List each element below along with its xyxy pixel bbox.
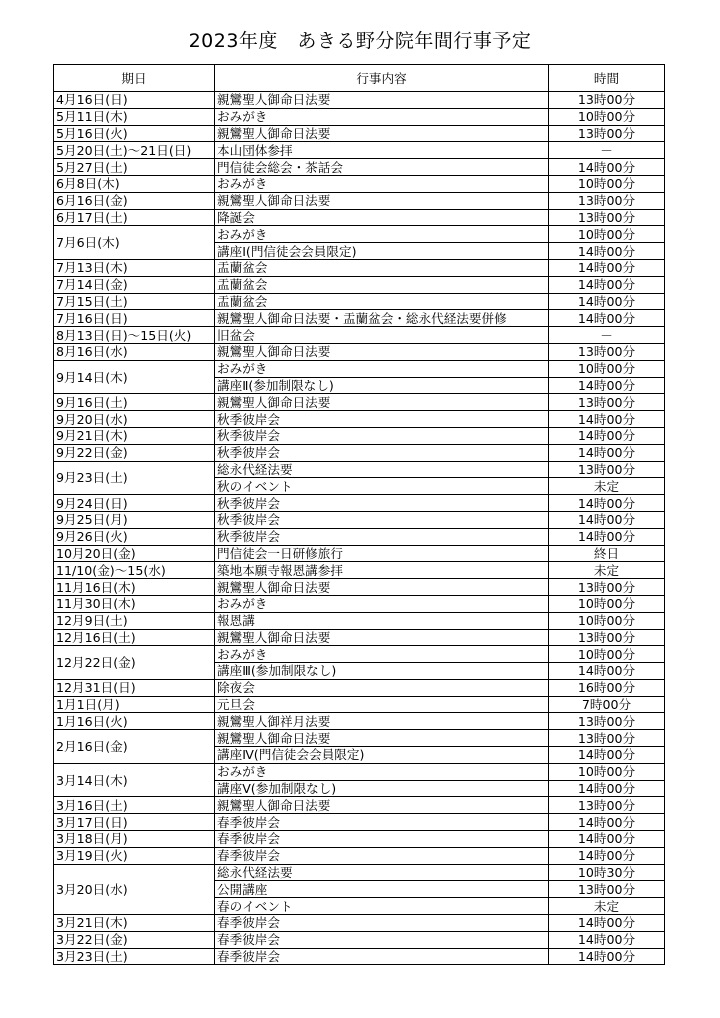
table-row (54, 276, 665, 293)
event-name-cell: 春季彼岸会 (215, 831, 549, 848)
event-date-cell: 3月22日(金) (54, 931, 215, 948)
table-row (54, 310, 665, 327)
event-name-cell: おみがき (215, 226, 549, 243)
event-date-cell: 3月14日(木) (54, 763, 215, 797)
schedule-body (54, 92, 665, 965)
event-name-cell: おみがき (215, 175, 549, 192)
event-name-cell: 公開講座 (215, 881, 549, 898)
event-date-cell: 9月23日(土) (54, 461, 215, 495)
event-time-cell: 10時00分 (549, 612, 665, 629)
table-row (54, 696, 665, 713)
event-name-cell: 降誕会 (215, 209, 549, 226)
event-name-cell: おみがき (215, 108, 549, 125)
event-time-cell: 14時00分 (549, 159, 665, 176)
event-time-cell: 13時00分 (549, 579, 665, 596)
event-time-cell: 14時00分 (549, 814, 665, 831)
event-name-cell: おみがき (215, 763, 549, 780)
event-time-cell: 13時00分 (549, 797, 665, 814)
table-row (54, 192, 665, 209)
event-time-cell: 14時00分 (549, 243, 665, 260)
event-name-cell: 盂蘭盆会 (215, 259, 549, 276)
event-date-cell: 9月26日(火) (54, 528, 215, 545)
table-row (54, 814, 665, 831)
event-time-cell: 14時00分 (549, 780, 665, 797)
table-row (54, 159, 665, 176)
event-time-cell: 14時00分 (549, 259, 665, 276)
event-time-cell: 10時00分 (549, 108, 665, 125)
event-time-cell: 13時00分 (549, 629, 665, 646)
table-row (54, 579, 665, 596)
event-name-cell: 講座Ⅳ(門信徒会会員限定) (215, 747, 549, 764)
event-time-cell: 10時00分 (549, 175, 665, 192)
event-time-cell: 10時00分 (549, 595, 665, 612)
event-name-cell: 親鸞聖人御命日法要 (215, 629, 549, 646)
event-name-cell: 親鸞聖人御命日法要 (215, 92, 549, 109)
event-name-cell: おみがき (215, 646, 549, 663)
event-name-cell: おみがき (215, 360, 549, 377)
event-date-cell: 6月8日(木) (54, 175, 215, 192)
event-name-cell: 秋季彼岸会 (215, 528, 549, 545)
event-time-cell: 13時00分 (549, 881, 665, 898)
event-date-cell: 9月14日(木) (54, 360, 215, 394)
table-row (54, 864, 665, 881)
event-date-cell: 8月16日(水) (54, 343, 215, 360)
table-row (54, 847, 665, 864)
event-name-cell: 親鸞聖人御命日法要 (215, 125, 549, 142)
event-name-cell: 秋季彼岸会 (215, 444, 549, 461)
event-time-cell: 14時00分 (549, 915, 665, 932)
event-date-cell: 11月16日(木) (54, 579, 215, 596)
event-time-cell: 14時00分 (549, 444, 665, 461)
table-row (54, 763, 665, 780)
table-row (54, 343, 665, 360)
page-title: 2023年度 あきる野分院年間行事予定 (188, 30, 532, 52)
event-time-cell: 14時00分 (549, 276, 665, 293)
event-name-cell: 春季彼岸会 (215, 948, 549, 965)
event-name-cell: 講座Ⅱ(参加制限なし) (215, 377, 549, 394)
event-date-cell: 3月19日(火) (54, 847, 215, 864)
event-time-cell: 終日 (549, 545, 665, 562)
schedule-table (53, 64, 665, 965)
event-name-cell: 秋のイベント (215, 478, 549, 495)
event-name-cell: 報恩講 (215, 612, 549, 629)
table-row (54, 394, 665, 411)
table-row (54, 108, 665, 125)
event-time-cell: 13時00分 (549, 125, 665, 142)
event-name-cell: 親鸞聖人御祥月法要 (215, 713, 549, 730)
event-time-cell: 未定 (549, 898, 665, 915)
event-name-cell: 秋季彼岸会 (215, 411, 549, 428)
table-row (54, 831, 665, 848)
event-name-cell: 秋季彼岸会 (215, 511, 549, 528)
event-time-cell: 10時00分 (549, 360, 665, 377)
event-time-cell: － (549, 142, 665, 159)
event-name-cell: 旧盆会 (215, 327, 549, 344)
event-name-cell: 春季彼岸会 (215, 915, 549, 932)
table-row (54, 713, 665, 730)
table-row (54, 427, 665, 444)
event-name-cell: 築地本願寺報恩講参拝 (215, 562, 549, 579)
event-date-cell: 3月21日(木) (54, 915, 215, 932)
event-name-cell: 盂蘭盆会 (215, 293, 549, 310)
event-time-cell: 10時00分 (549, 646, 665, 663)
table-row (54, 461, 665, 478)
table-row (54, 646, 665, 663)
event-name-cell: 春季彼岸会 (215, 847, 549, 864)
event-time-cell: 14時00分 (549, 377, 665, 394)
event-time-cell: 14時00分 (549, 411, 665, 428)
table-row (54, 511, 665, 528)
event-time-cell: 13時00分 (549, 394, 665, 411)
event-date-cell: 1月1日(月) (54, 696, 215, 713)
header-event: 行事内容 (215, 65, 549, 92)
table-row (54, 948, 665, 965)
event-date-cell: 12月16日(土) (54, 629, 215, 646)
event-name-cell: 親鸞聖人御命日法要 (215, 730, 549, 747)
event-name-cell: 親鸞聖人御命日法要 (215, 343, 549, 360)
event-time-cell: 16時00分 (549, 679, 665, 696)
event-date-cell: 4月16日(日) (54, 92, 215, 109)
event-date-cell: 7月6日(木) (54, 226, 215, 260)
event-time-cell: 13時00分 (549, 461, 665, 478)
event-name-cell: 講座Ⅲ(参加制限なし) (215, 663, 549, 680)
table-row (54, 528, 665, 545)
event-time-cell: 14時00分 (549, 831, 665, 848)
event-date-cell: 5月27日(土) (54, 159, 215, 176)
table-row (54, 259, 665, 276)
table-row (54, 142, 665, 159)
table-header-row (54, 65, 665, 92)
event-date-cell: 5月11日(木) (54, 108, 215, 125)
table-row (54, 92, 665, 109)
event-time-cell: 10時00分 (549, 226, 665, 243)
event-time-cell: 14時00分 (549, 511, 665, 528)
table-row (54, 797, 665, 814)
event-date-cell: 12月9日(土) (54, 612, 215, 629)
event-date-cell: 7月13日(木) (54, 259, 215, 276)
event-date-cell: 7月16日(日) (54, 310, 215, 327)
event-time-cell: 14時00分 (549, 293, 665, 310)
event-date-cell: 12月31日(日) (54, 679, 215, 696)
event-time-cell: 14時00分 (549, 495, 665, 512)
event-time-cell: 13時00分 (549, 209, 665, 226)
header-date: 期日 (54, 65, 215, 92)
event-time-cell: 14時00分 (549, 747, 665, 764)
table-row (54, 545, 665, 562)
event-name-cell: 門信徒会一日研修旅行 (215, 545, 549, 562)
event-name-cell: 親鸞聖人御命日法要 (215, 579, 549, 596)
event-name-cell: 盂蘭盆会 (215, 276, 549, 293)
event-date-cell: 11月30日(木) (54, 595, 215, 612)
table-row (54, 327, 665, 344)
table-row (54, 226, 665, 243)
table-row (54, 495, 665, 512)
event-name-cell: 講座Ⅴ(参加制限なし) (215, 780, 549, 797)
event-name-cell: 除夜会 (215, 679, 549, 696)
event-time-cell: 13時00分 (549, 713, 665, 730)
event-name-cell: おみがき (215, 595, 549, 612)
event-time-cell: 14時00分 (549, 847, 665, 864)
event-name-cell: 親鸞聖人御命日法要 (215, 394, 549, 411)
event-date-cell: 5月16日(火) (54, 125, 215, 142)
event-date-cell: 3月16日(土) (54, 797, 215, 814)
event-name-cell: 門信徒会総会・茶話会 (215, 159, 549, 176)
event-time-cell: 10時00分 (549, 763, 665, 780)
event-date-cell: 3月23日(土) (54, 948, 215, 965)
table-row (54, 175, 665, 192)
event-time-cell: － (549, 327, 665, 344)
event-time-cell: 未定 (549, 478, 665, 495)
event-date-cell: 2月16日(金) (54, 730, 215, 764)
event-date-cell: 12月22日(金) (54, 646, 215, 680)
event-time-cell: 14時00分 (549, 528, 665, 545)
event-date-cell: 3月17日(日) (54, 814, 215, 831)
event-date-cell: 9月22日(金) (54, 444, 215, 461)
event-date-cell: 9月20日(水) (54, 411, 215, 428)
event-name-cell: 本山団体参拝 (215, 142, 549, 159)
table-row (54, 444, 665, 461)
event-date-cell: 3月20日(水) (54, 864, 215, 914)
event-time-cell: 13時00分 (549, 92, 665, 109)
table-row (54, 411, 665, 428)
event-time-cell: 13時00分 (549, 343, 665, 360)
event-time-cell: 13時00分 (549, 730, 665, 747)
event-time-cell: 14時00分 (549, 663, 665, 680)
event-time-cell: 14時00分 (549, 427, 665, 444)
event-date-cell: 11/10(金)～15(水) (54, 562, 215, 579)
table-row (54, 679, 665, 696)
event-name-cell: 秋季彼岸会 (215, 495, 549, 512)
event-date-cell: 7月15日(土) (54, 293, 215, 310)
event-name-cell: 春季彼岸会 (215, 814, 549, 831)
event-name-cell: 親鸞聖人御命日法要 (215, 797, 549, 814)
event-time-cell: 14時00分 (549, 948, 665, 965)
event-name-cell: 親鸞聖人御命日法要・盂蘭盆会・総永代経法要併修 (215, 310, 549, 327)
event-name-cell: 秋季彼岸会 (215, 427, 549, 444)
table-row (54, 629, 665, 646)
table-row (54, 915, 665, 932)
event-date-cell: 6月17日(土) (54, 209, 215, 226)
event-name-cell: 元旦会 (215, 696, 549, 713)
event-date-cell: 8月13日(日)～15日(火) (54, 327, 215, 344)
header-time: 時間 (549, 65, 665, 92)
event-name-cell: 講座Ⅰ(門信徒会会員限定) (215, 243, 549, 260)
table-row (54, 595, 665, 612)
event-time-cell: 14時00分 (549, 931, 665, 948)
event-date-cell: 9月21日(木) (54, 427, 215, 444)
event-name-cell: 春季彼岸会 (215, 931, 549, 948)
event-date-cell: 5月20日(土)～21日(日) (54, 142, 215, 159)
table-row (54, 562, 665, 579)
event-date-cell: 9月16日(土) (54, 394, 215, 411)
event-name-cell: 総永代経法要 (215, 864, 549, 881)
event-name-cell: 親鸞聖人御命日法要 (215, 192, 549, 209)
event-date-cell: 10月20日(金) (54, 545, 215, 562)
event-date-cell: 3月18日(月) (54, 831, 215, 848)
event-date-cell: 1月16日(火) (54, 713, 215, 730)
event-name-cell: 春のイベント (215, 898, 549, 915)
event-time-cell: 7時00分 (549, 696, 665, 713)
event-date-cell: 9月24日(日) (54, 495, 215, 512)
event-time-cell: 13時00分 (549, 192, 665, 209)
table-row (54, 209, 665, 226)
event-date-cell: 7月14日(金) (54, 276, 215, 293)
event-time-cell: 10時30分 (549, 864, 665, 881)
table-row (54, 360, 665, 377)
table-row (54, 931, 665, 948)
table-row (54, 125, 665, 142)
table-row (54, 612, 665, 629)
event-date-cell: 9月25日(月) (54, 511, 215, 528)
event-time-cell: 未定 (549, 562, 665, 579)
event-time-cell: 14時00分 (549, 310, 665, 327)
table-row (54, 730, 665, 747)
event-name-cell: 総永代経法要 (215, 461, 549, 478)
event-date-cell: 6月16日(金) (54, 192, 215, 209)
table-row (54, 293, 665, 310)
